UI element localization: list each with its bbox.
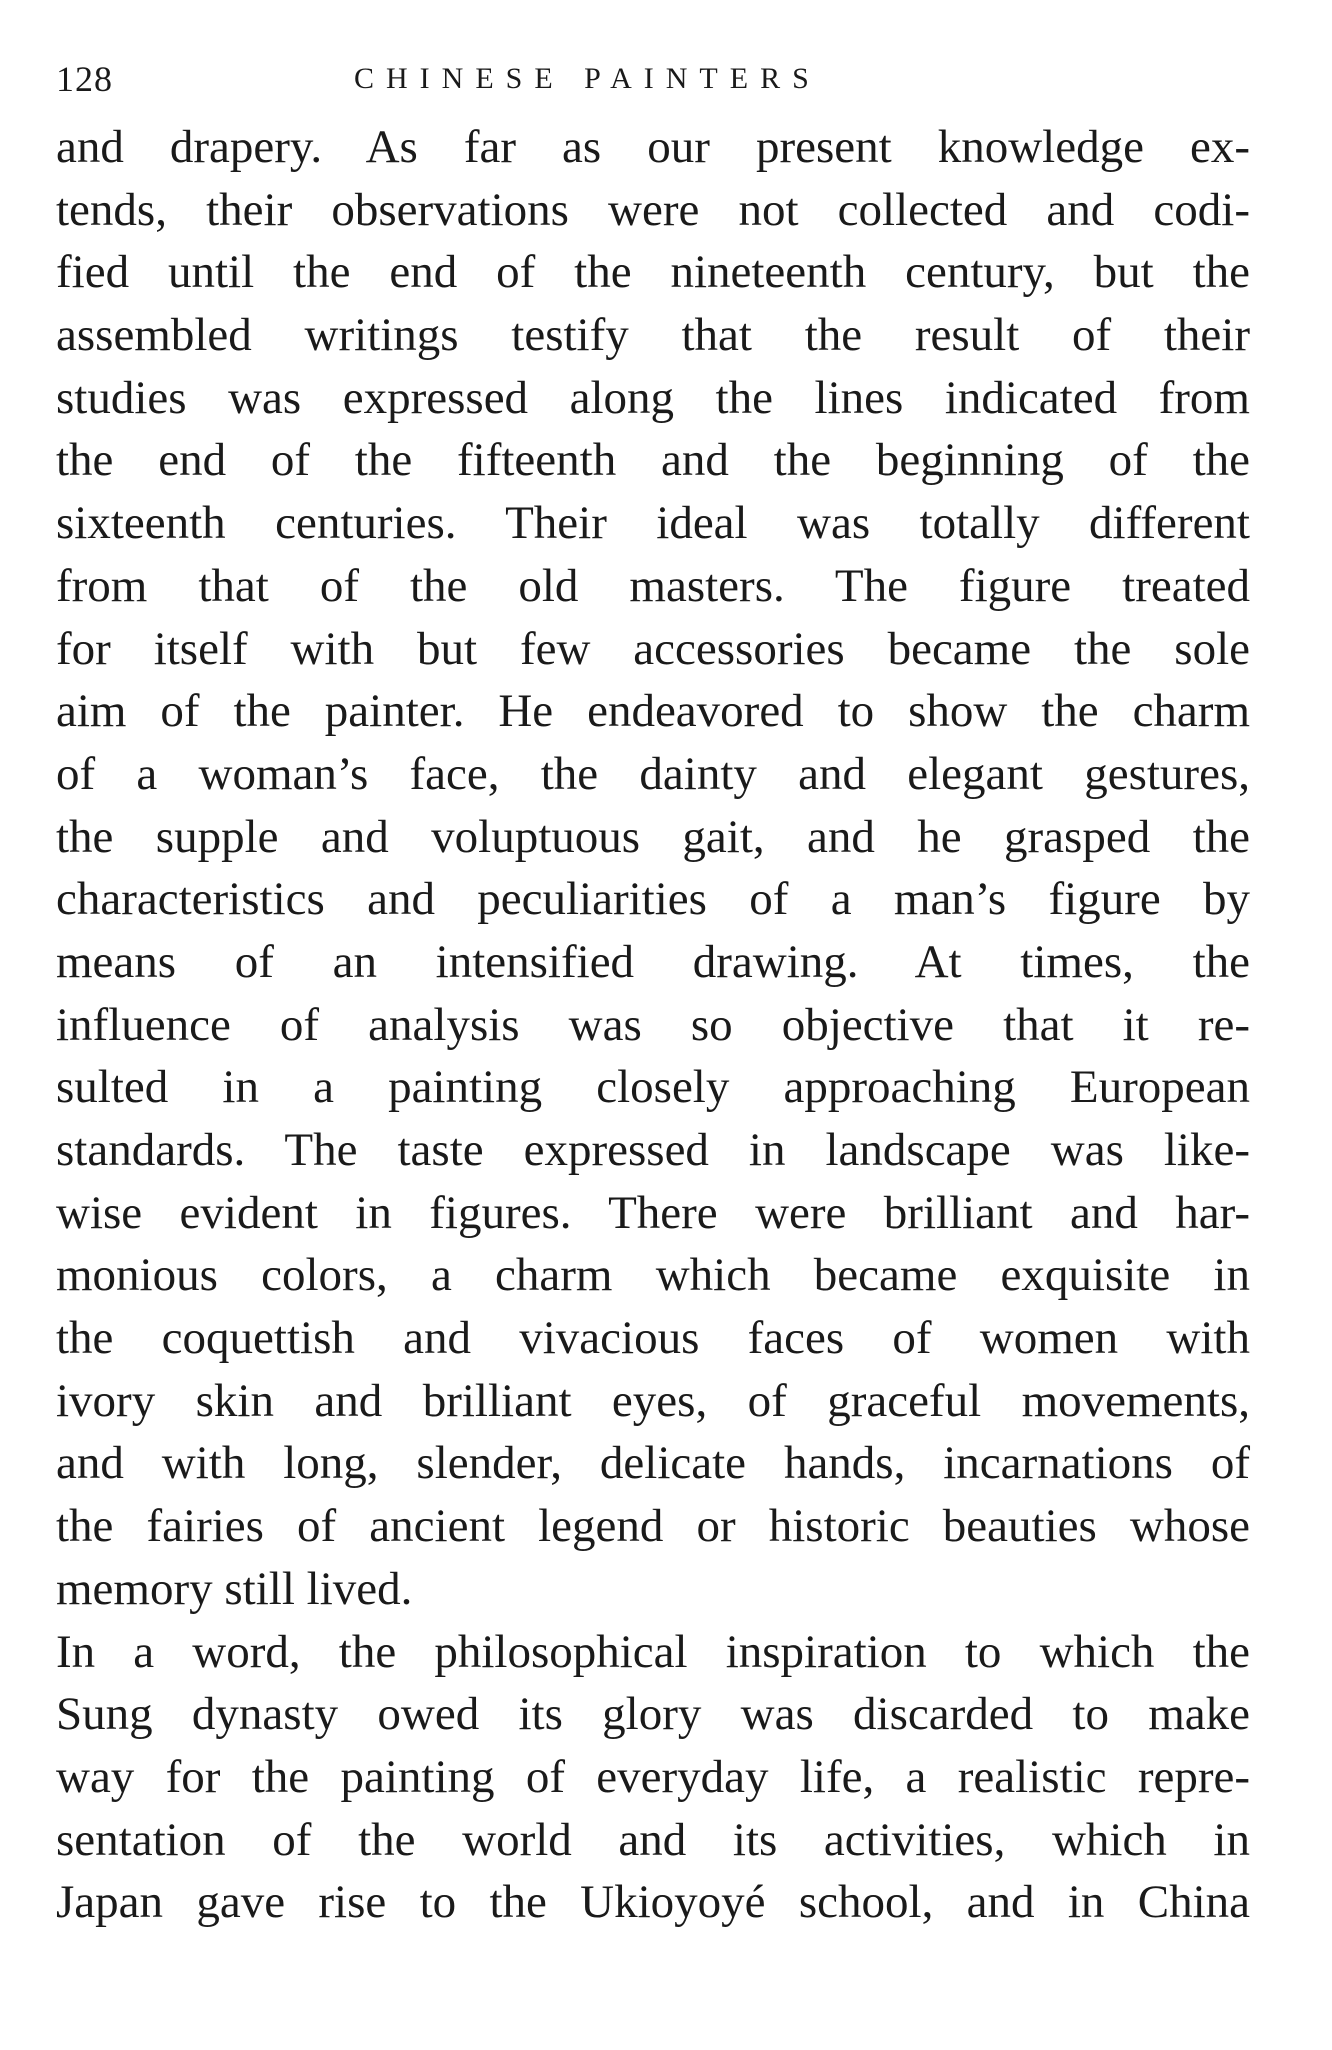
running-title: CHINESE PAINTERS <box>354 62 821 95</box>
text-line: standards. The taste expressed in landscape was like- <box>56 1124 1250 1176</box>
text-line: characteristics and peculiarities of a man’s figure by <box>56 873 1250 926</box>
text-line: the end of the fifteenth and the beginning of the <box>56 434 1250 487</box>
running-head <box>56 40 1250 116</box>
text-line: Sung dynasty owed its glory was discarded to make <box>56 1688 1250 1741</box>
book-page <box>56 40 1250 1934</box>
text-line: studies was expressed along the lines indicated from <box>56 371 1250 424</box>
text-line: way for the painting of everyday life, a realistic repre- <box>56 1750 1250 1803</box>
paragraph-1 <box>56 116 1250 1621</box>
text-line: memory still lived. <box>56 1562 413 1615</box>
text-line: means of an intensified drawing. At times, the <box>56 935 1250 988</box>
text-line: In a word, the philosophical inspiration to which the <box>56 1625 1250 1678</box>
text-line: of a woman’s face, the dainty and elegant gestures, <box>56 747 1250 800</box>
page-number: 128 <box>56 59 113 99</box>
text-line: tends, their observations were not collected and codi- <box>56 183 1250 236</box>
text-line: ivory skin and brilliant eyes, of graceful movements, <box>56 1374 1250 1427</box>
paragraph-2 <box>56 1621 1250 1934</box>
text-line: aim of the painter. He endeavored to show the charm <box>56 685 1250 738</box>
text-line: wise evident in figures. There were brilliant and har- <box>56 1186 1250 1239</box>
body-text <box>56 116 1250 1934</box>
text-line: Japan gave rise to the Ukioyoyé school, and in China <box>56 1876 1250 1929</box>
text-line: from that of the old masters. The figure treated <box>56 559 1250 612</box>
text-line: for itself with but few accessories became the sole <box>56 622 1250 675</box>
text-line: assembled writings testify that the result of their <box>56 309 1250 362</box>
text-line: the fairies of ancient legend or historic beauties whose <box>56 1500 1250 1553</box>
text-line: the coquettish and vivacious faces of women with <box>56 1312 1250 1365</box>
text-line: fied until the end of the nineteenth century, but the <box>56 246 1250 299</box>
text-line: the supple and voluptuous gait, and he grasped the <box>56 810 1250 863</box>
text-line: sentation of the world and its activities, which in <box>56 1813 1250 1866</box>
text-line: and with long, slender, delicate hands, incarnations of <box>56 1437 1250 1490</box>
text-line: sixteenth centuries. Their ideal was totally different <box>56 497 1250 550</box>
text-line: sulted in a painting closely approaching European <box>56 1061 1250 1114</box>
text-line: influence of analysis was so objective that it re- <box>56 998 1250 1051</box>
text-line: monious colors, a charm which became exquisite in <box>56 1249 1250 1302</box>
text-line: and drapery. As far as our present knowledge ex- <box>56 121 1250 173</box>
